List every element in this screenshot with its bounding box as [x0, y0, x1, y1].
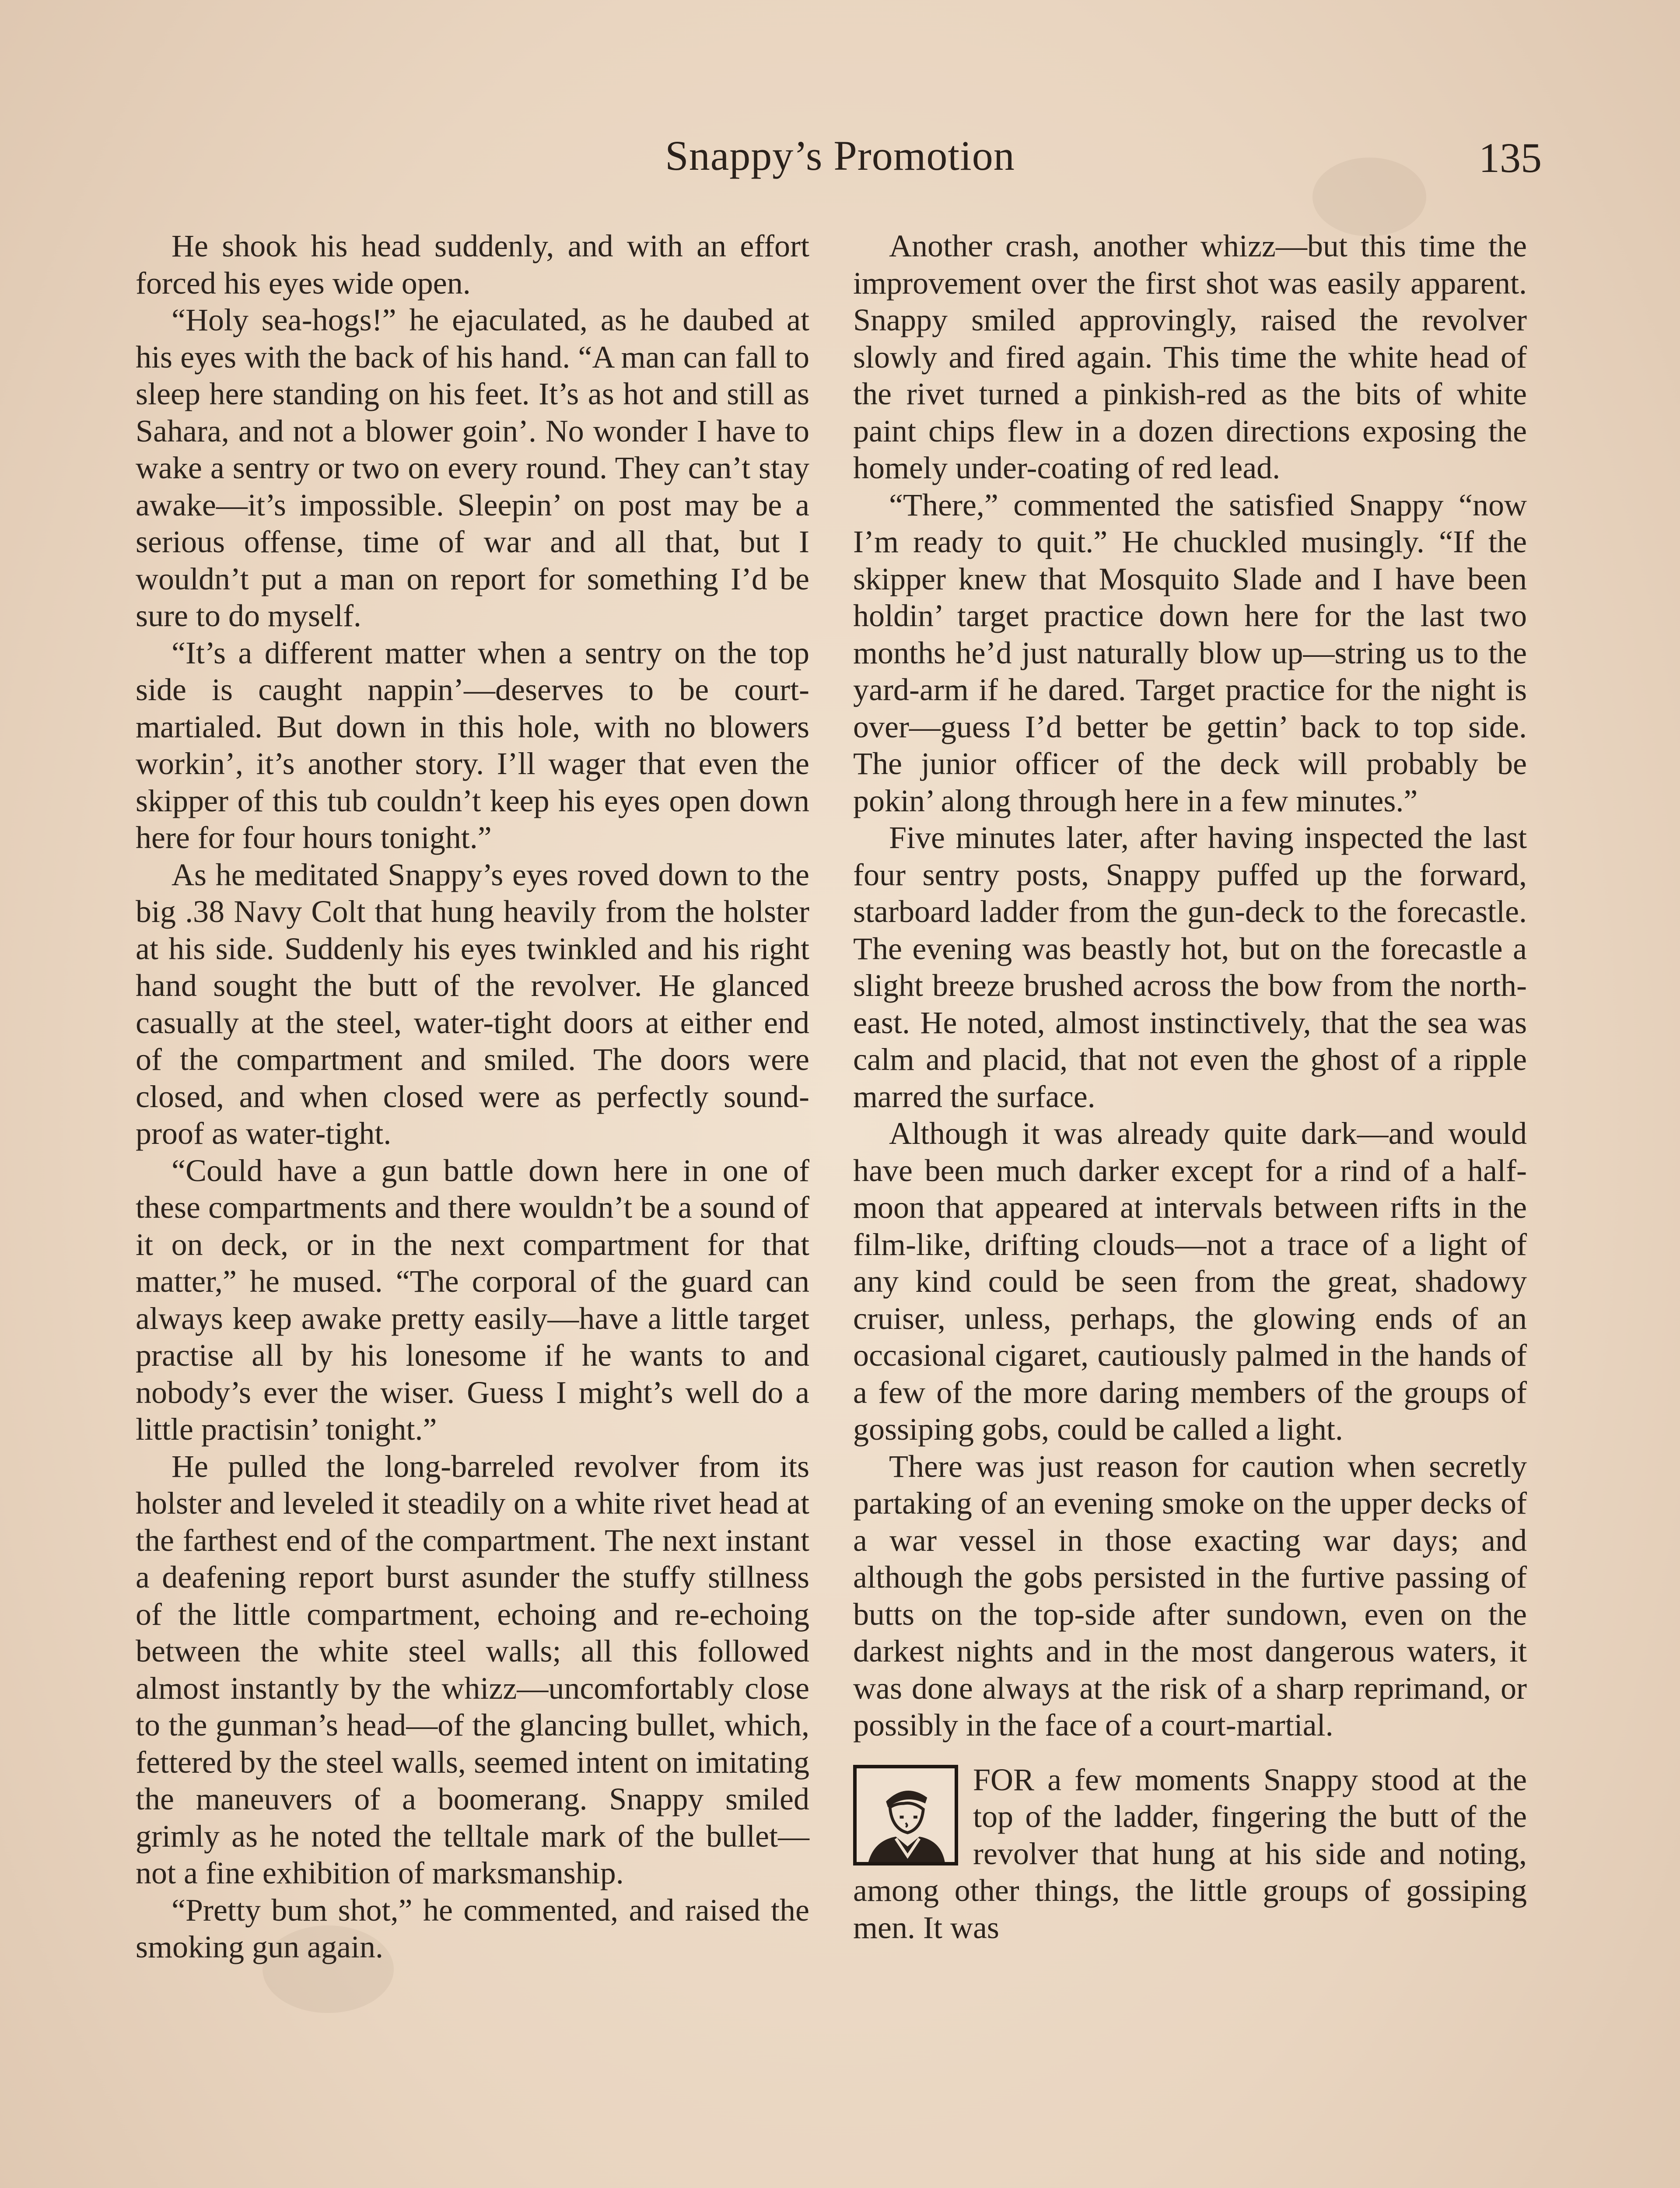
paragraph: FOR a few moments Snappy stood at the top of the ladder, fingering the butt of the revolver that hung at his side and noting, among other things, the little groups of gossiping men. It was — [853, 1762, 1527, 1945]
paragraph: He shook his head suddenly, and with an effort forced his eyes wide open. — [136, 228, 809, 301]
paper-stain — [1312, 158, 1426, 236]
running-title: Snappy’s Promotion — [665, 132, 1015, 179]
paragraph: “There,” commented the satisfied Snappy “now I’m ready to quit.” He chuckled musingly. “If the skipper knew that Mosquito Slade and I have been holdin’ target practice down here for the last two months he’d just naturally blow up—string us to the yard-arm if he dared. Target practice for the night is over—guess I’d better be gettin’ back to top side. The junior officer of the deck will probably be pokin’ along through here in a few minutes.” — [853, 487, 1527, 818]
paragraph: There was just reason for caution when secretly partaking of an evening smoke on the upper decks of a war vessel in those exacting war days; and although the gobs persisted in the furtive passing of butts on the top-side after sundown, even on the darkest nights and in the most dangerous waters, it was done always at the risk of a sharp reprimand, or possibly in the face of a court-martial. — [853, 1448, 1527, 1743]
paragraph: “It’s a different matter when a sentry on the top side is caught nappin’—deserves to be court-martialed. But down in this hole, with no blowers workin’, it’s another story. I’ll wager that even the skipper of this tub couldn’t keep his eyes open down here for four hours tonight.” — [136, 635, 809, 855]
left-column — [136, 228, 809, 1966]
paragraph: Although it was already quite dark—and would have been much darker except for a rind of a half-moon that appeared at intervals between rifts in the film-like, drifting clouds—not a trace of a light of any kind could be seen from the great, shadowy cruiser, unless, perhaps, the glowing ends of an occasional cigaret, cautiously palmed in the hands of a few of the more daring members of the groups of gossiping gobs, could be called a light. — [853, 1116, 1527, 1447]
paragraph: “Could have a gun battle down here in one of these compartments and there wouldn’t be a sound of it on deck, or in the next compartment for that matter,” he mused. “The corporal of the guard can always keep awake pretty easily—have a little target practise all by his lonesome if he wants to and nobody’s ever the wiser. Guess I might’s well do a little practisin’ tonight.” — [136, 1153, 809, 1447]
paragraph: “Holy sea-hogs!” he ejaculated, as he daubed at his eyes with the back of his hand. “A man can fall to sleep here standing on his feet. It’s as hot and still as Sahara, and not a blower goin’. No wonder I have to wake a sentry or two on every round. They can’t stay awake—it’s impossible. Sleepin’ on post may be a serious offense, time of war and all that, but I wouldn’t put a man on report for something I’d be sure to do myself. — [136, 302, 809, 633]
page-number: 135 — [1479, 134, 1542, 181]
paragraph: As he meditated Snappy’s eyes roved down to the big .38 Navy Colt that hung heavily from the holster at his side. Suddenly his eyes twinkled and his right hand sought the butt of the revolver. He glanced casually at the steel, water-tight doors at either end of the compartment and smiled. The doors were closed, and when closed were as perfectly sound-proof as water-tight. — [136, 857, 809, 1151]
paragraph: Five minutes later, after having inspected the last four sentry posts, Snappy puffed up the forward, starboard ladder from the gun-deck to the forecastle. The evening was beastly hot, but on the forecastle a slight breeze brushed across the bow from the north-east. He noted, almost instinctively, that the sea was calm and placid, that not even the ghost of a ripple marred the surface. — [853, 820, 1527, 1114]
section-start — [853, 1761, 1527, 1946]
paragraph: “Pretty bum shot,” he commented, and raised the smoking gun again. — [136, 1892, 809, 1964]
paragraph: He pulled the long-barreled revolver from its holster and leveled it steadily on a white rivet head at the farthest end of the compartment. The next instant a deafening report burst asunder the stuffy stillness of the little compartment, echoing and re-echoing between the white steel walls; all this followed almost instantly by the whizz—uncomfortably close to the gunman’s head—of the glancing bullet, which, fettered by the steel walls, seemed intent on imitating the maneuvers of a boomerang. Snappy smiled grimly as he noted the telltale mark of the bullet—not a fine exhibition of marksmanship. — [136, 1448, 809, 1890]
sailor-portrait-icon — [853, 1765, 958, 1865]
paragraph: Another crash, another whizz—but this time the improvement over the first shot was easily apparent. Snappy smiled approvingly, raised the revolver slowly and fired again. This time the white head of the rivet turned a pinkish-red as the bits of white paint chips flew in a dozen directions exposing the homely under-coating of red lead. — [853, 228, 1527, 485]
right-column — [853, 228, 1527, 1946]
